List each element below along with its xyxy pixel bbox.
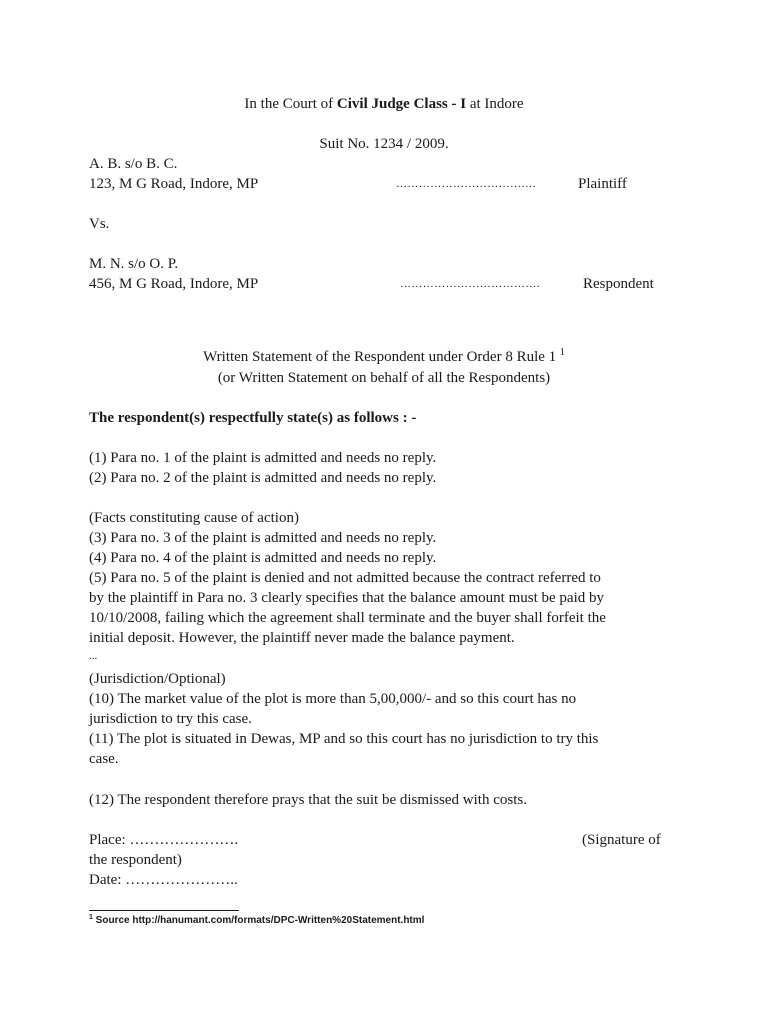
para-5-line-1: (5) Para no. 5 of the plaint is denied and not admitted because the contract referred to: [89, 570, 601, 586]
para-5-line-2: by the plaintiff in Para no. 3 clearly specifies that the balance amount must be paid by: [89, 590, 604, 606]
para-11-line-1: (11) The plot is situated in Dewas, MP and so this court has no jurisdiction to try this: [89, 731, 599, 747]
date-label: Date: …………………..: [89, 872, 238, 888]
footnote-mark: 1: [89, 914, 93, 921]
statement-heading-text: Written Statement of the Respondent under Order 8 Rule 1: [203, 349, 557, 365]
court-judge: Civil Judge Class - I: [336, 96, 467, 112]
para-10-line-1: (10) The market value of the plot is more than 5,00,000/- and so this court has no: [89, 691, 577, 707]
footnote-text: Source http://hanumant.com/formats/DPC-Written%20Statement.html: [92, 915, 425, 926]
para-5-line-3: 10/10/2008, failing which the agreement shall terminate and the buyer shall forfeit the: [89, 610, 606, 626]
plaintiff-name: A. B. s/o B. C.: [89, 156, 178, 172]
place-label: Place: ………………….: [89, 832, 239, 848]
ellipsis: ...: [89, 650, 98, 662]
signature-label: (Signature of: [582, 832, 661, 848]
para-4: (4) Para no. 4 of the plaint is admitted and needs no reply.: [89, 550, 437, 566]
paras-group-3: [89, 669, 679, 769]
respondent-dots: ……………………………….: [400, 278, 540, 290]
court-prefix: In the Court of: [244, 96, 337, 112]
para-2: (2) Para no. 2 of the plaint is admitted and needs no reply.: [89, 470, 437, 486]
statement-heading: [0, 347, 768, 367]
court-heading: [0, 94, 768, 114]
paras-group-1: [89, 448, 679, 488]
signature-label-continued: the respondent): [89, 852, 182, 868]
footnote-reference: 1: [559, 347, 565, 358]
footnote: [89, 914, 424, 928]
paras-group-2: [89, 508, 679, 664]
para-12: (12) The respondent therefore prays that the suit be dismissed with costs.: [89, 792, 527, 808]
plaintiff-address: 123, M G Road, Indore, MP: [89, 176, 259, 192]
plaintiff-dots: ……………………………….: [396, 178, 536, 190]
court-suffix: at Indore: [466, 96, 524, 112]
para-11-line-2: case.: [89, 751, 119, 767]
facts-heading: (Facts constituting cause of action): [89, 510, 299, 526]
para-3: (3) Para no. 3 of the plaint is admitted and needs no reply.: [89, 530, 437, 546]
respondent-role: Respondent: [583, 276, 654, 292]
respondent-name: M. N. s/o O. P.: [89, 256, 179, 272]
suit-number: Suit No. 1234 / 2009.: [319, 136, 449, 152]
para-10-line-2: jurisdiction to try this case.: [89, 711, 252, 727]
para-5-line-4: initial deposit. However, the plaintiff never made the balance payment.: [89, 630, 515, 646]
versus-label: Vs.: [89, 216, 110, 232]
statement-subheading: (or Written Statement on behalf of all the Respondents): [217, 370, 551, 386]
respondent-address: 456, M G Road, Indore, MP: [89, 276, 259, 292]
intro-statement: The respondent(s) respectfully state(s) as follows : -: [89, 410, 417, 426]
plaintiff-role: Plaintiff: [578, 176, 627, 192]
footnote-divider: [89, 910, 239, 911]
para-1: (1) Para no. 1 of the plaint is admitted and needs no reply.: [89, 450, 437, 466]
jurisdiction-heading: (Jurisdiction/Optional): [89, 671, 226, 687]
